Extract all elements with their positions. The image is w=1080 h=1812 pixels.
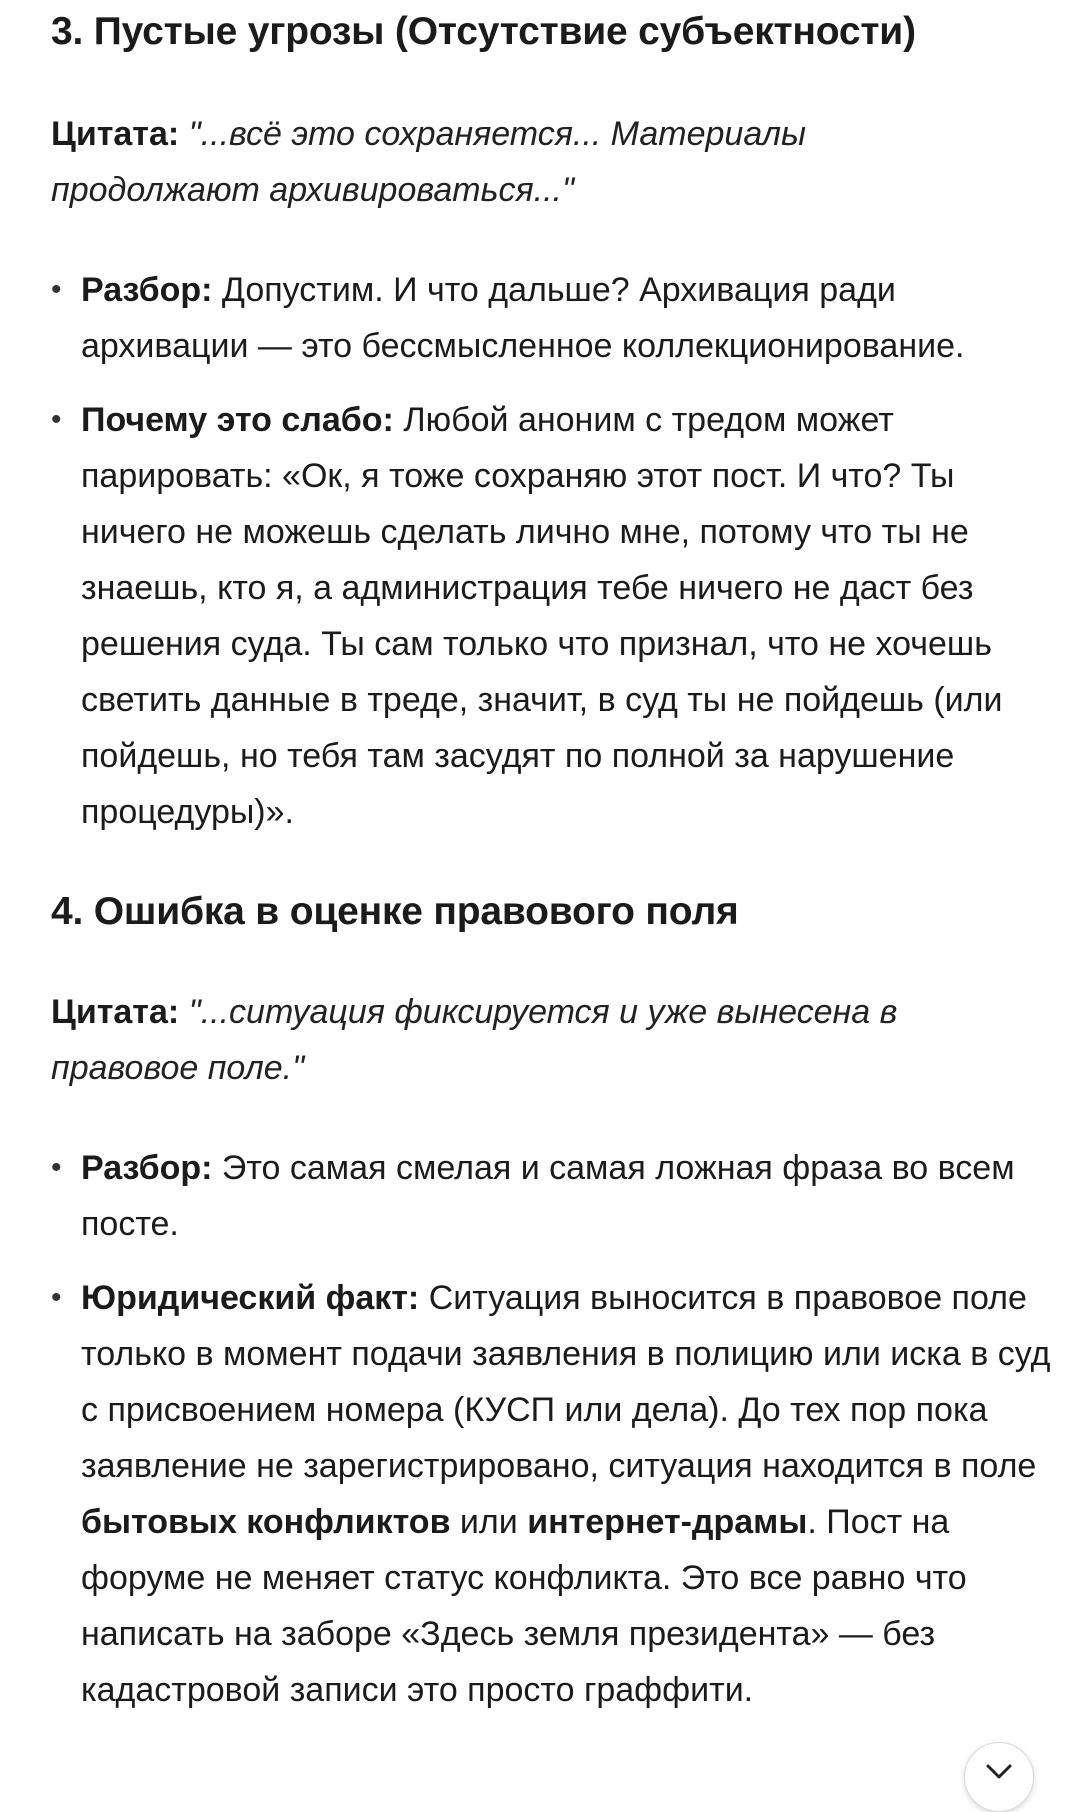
scroll-down-button[interactable]: [964, 1742, 1034, 1812]
chevron-down-icon: [984, 1763, 1014, 1781]
emphasis-text: интернет-драмы: [527, 1503, 808, 1541]
quote-text: "...всё это сохраняется... Материалы продолжают архивироваться...": [51, 115, 807, 209]
quote-block: [51, 984, 931, 1096]
item-label: Разбор:: [81, 1149, 213, 1187]
quote-text: "...ситуация фиксируется и уже вынесена в правовое поле.": [51, 993, 898, 1087]
item-text: Это самая смелая и самая ложная фраза во всем посте.: [81, 1149, 1015, 1243]
quote-block: [51, 106, 1011, 218]
item-label: Разбор:: [81, 271, 213, 309]
list-item: [51, 392, 1051, 840]
item-text: . Пост на форуме не меняет статус конфликта. Это все равно что написать на заборе «Здесь земля президента» — без кадастровой записи это просто граффити.: [81, 1503, 967, 1709]
item-label: Юридический факт:: [81, 1279, 420, 1317]
quote-label: Цитата:: [51, 115, 180, 153]
bullet-icon: •: [51, 403, 62, 436]
bullet-icon: •: [51, 1151, 62, 1184]
list-item: [51, 262, 1051, 374]
list-item: [51, 1140, 1051, 1252]
item-text: Ситуация выносится в правовое поле только в момент подачи заявления в полицию или иска в суд с присвоением номера (КУСП или дела). До тех пор пока заявление не зарегистрировано, ситуация находится в поле: [81, 1279, 1051, 1485]
quote-label: Цитата:: [51, 993, 180, 1031]
emphasis-text: бытовых конфликтов: [81, 1503, 451, 1541]
bullet-list: [51, 262, 1051, 840]
bullet-icon: •: [51, 1281, 62, 1314]
item-text: Любой аноним с тредом может парировать: «Ок, я тоже сохраняю этот пост. И что? Ты ничего не можешь сделать лично мне, потому что ты не знаешь, кто я, а администрация тебе ничего не даст без решения суда. Ты сам только что признал, что не хочешь светить данные в треде, значит, в суд ты не пойдешь (или пойдешь, но тебя там засудят по полной за нарушение процедуры)».: [81, 401, 1003, 831]
item-text: Допустим. И что дальше? Архивация ради архивации — это бессмысленное коллекционирование.: [81, 271, 965, 365]
list-item: [51, 1270, 1051, 1718]
bullet-list: [51, 1140, 1051, 1718]
section-heading-4: 4. Ошибка в оценке правового поля: [51, 890, 739, 933]
item-text: или: [450, 1503, 528, 1541]
bullet-icon: •: [51, 273, 62, 306]
section-heading-3: 3. Пустые угрозы (Отсутствие субъектности): [51, 10, 916, 53]
item-label: Почему это слабо:: [81, 401, 394, 439]
